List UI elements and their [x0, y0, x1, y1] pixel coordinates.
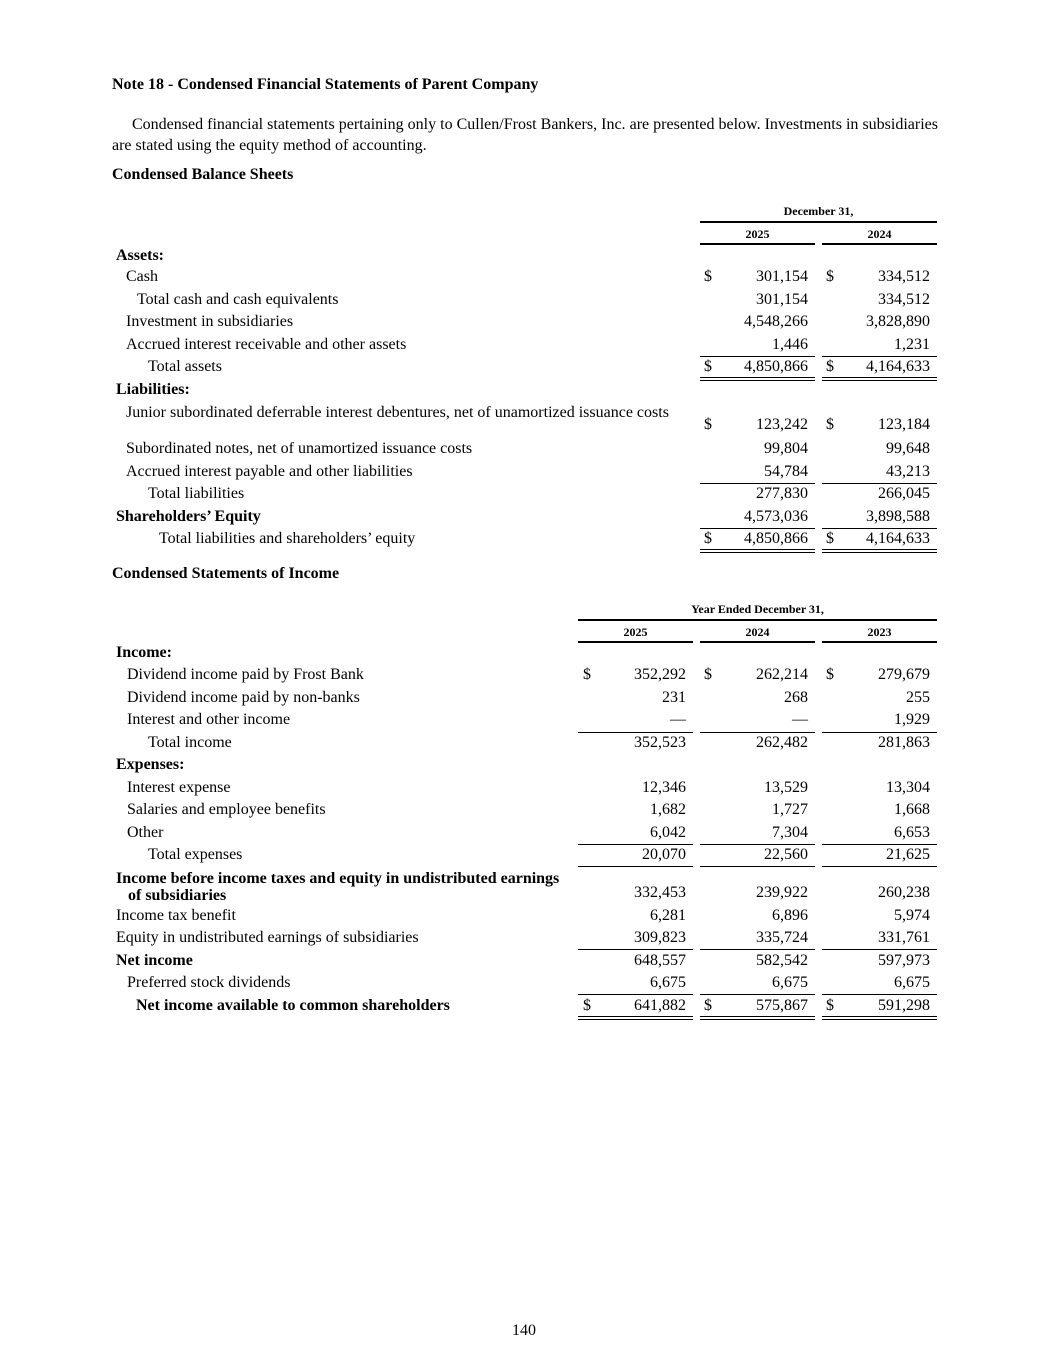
is-value-2025: 12,346: [642, 779, 686, 796]
is-row-label: Income before income taxes and equity in undistributed earnings of subsidiaries: [116, 870, 560, 904]
is-value-2024: 582,542: [756, 952, 808, 969]
total-double-rule: [700, 549, 815, 553]
bs-dollar-sign: $: [826, 358, 834, 375]
bs-period-header: December 31,: [783, 204, 854, 218]
bs-value-2025: 123,242: [756, 416, 808, 433]
is-value-2023: 591,298: [878, 997, 930, 1014]
is-value-2025: 6,281: [650, 907, 686, 924]
is-year-rule: [822, 641, 937, 643]
is-value-2025: 6,675: [650, 974, 686, 991]
bs-value-2025: 301,154: [756, 268, 808, 285]
bs-liabilities-heading: Liabilities:: [116, 381, 190, 398]
bs-row-label: Accrued interest payable and other liabilities: [126, 463, 413, 480]
is-value-2023: 1,668: [894, 801, 930, 818]
is-dollar-sign: $: [583, 997, 591, 1014]
is-value-2025: 352,523: [634, 734, 686, 751]
bs-dollar-sign: $: [826, 268, 834, 285]
is-dollar-sign: $: [704, 666, 712, 683]
bs-year-rule: [700, 243, 815, 245]
is-value-2025: —: [670, 711, 686, 728]
is-value-2025: 352,292: [634, 666, 686, 683]
is-year-2023: 2023: [867, 625, 892, 639]
subtotal-rule: [822, 844, 937, 845]
bs-value-2025: 1,446: [772, 336, 808, 353]
is-value-2025: 1,682: [650, 801, 686, 818]
total-double-rule: [822, 549, 937, 553]
bs-dollar-sign: $: [704, 358, 712, 375]
bs-row-label: Total liabilities: [148, 485, 245, 502]
bs-row-label: Accrued interest receivable and other assets: [126, 336, 407, 353]
is-value-2025: 648,557: [634, 952, 686, 969]
is-row-label: Other: [127, 824, 164, 841]
is-value-2024: 22,560: [764, 846, 808, 863]
bs-row-label: Total liabilities and shareholders’ equity: [159, 530, 416, 547]
bs-value-2024: 4,164,633: [866, 530, 930, 547]
bs-row-label: Total assets: [148, 358, 222, 375]
is-dollar-sign: $: [826, 666, 834, 683]
bs-value-2025: 301,154: [756, 291, 808, 308]
is-year-2025: 2025: [623, 625, 648, 639]
total-double-rule: [822, 377, 937, 381]
is-row-label: Dividend income paid by non-banks: [127, 689, 360, 706]
bs-value-2024: 43,213: [886, 463, 930, 480]
bs-year-2025: 2025: [745, 227, 770, 241]
bs-year-2024: 2024: [867, 227, 892, 241]
total-double-rule: [578, 1016, 693, 1020]
bs-value-2025: 99,804: [764, 440, 808, 457]
bs-value-2025: 4,548,266: [744, 313, 808, 330]
is-year-2024: 2024: [745, 625, 770, 639]
bs-value-2024: 334,512: [878, 291, 930, 308]
is-row-label: Preferred stock dividends: [127, 974, 291, 991]
bs-row-label: Shareholders’ Equity: [116, 508, 261, 525]
is-value-2025: 641,882: [634, 997, 686, 1014]
is-value-2023: 331,761: [878, 929, 930, 946]
subtotal-rule: [700, 732, 815, 733]
bs-value-2025: 54,784: [764, 463, 808, 480]
is-value-2023: 260,238: [878, 884, 930, 901]
is-row-label: Net income: [116, 952, 193, 969]
bs-value-2024: 266,045: [878, 485, 930, 502]
is-period-rule: [578, 619, 937, 621]
is-row-label: Dividend income paid by Frost Bank: [127, 666, 364, 683]
is-value-2024: 575,867: [756, 997, 808, 1014]
subtotal-rule: [700, 949, 815, 950]
is-value-2025: 332,453: [634, 884, 686, 901]
subtotal-rule: [822, 483, 937, 484]
subtotal-rule: [578, 844, 693, 845]
is-value-2023: 281,863: [878, 734, 930, 751]
subtotal-rule: [822, 528, 937, 529]
is-value-2024: —: [792, 711, 808, 728]
total-double-rule: [700, 1016, 815, 1020]
is-value-2024: 268: [784, 689, 808, 706]
bs-row-label: Investment in subsidiaries: [126, 313, 294, 330]
bs-dollar-sign: $: [826, 530, 834, 547]
subtotal-rule: [700, 528, 815, 529]
bs-value-2025: 4,850,866: [744, 358, 808, 375]
is-row-label: Total expenses: [148, 846, 243, 863]
subtotal-rule: [700, 844, 815, 845]
is-value-2024: 262,482: [756, 734, 808, 751]
is-year-rule: [700, 641, 815, 643]
bs-assets-heading: Assets:: [116, 247, 164, 264]
is-value-2024: 239,922: [756, 884, 808, 901]
subtotal-rule: [822, 732, 937, 733]
subtotal-rule: [700, 356, 815, 357]
is-value-2025: 309,823: [634, 929, 686, 946]
subtotal-rule: [700, 866, 815, 867]
is-period-header: Year Ended December 31,: [691, 602, 824, 616]
is-expenses-heading: Expenses:: [116, 756, 185, 773]
is-value-2023: 6,653: [894, 824, 930, 841]
is-value-2024: 6,675: [772, 974, 808, 991]
subtotal-rule: [700, 994, 815, 995]
is-row-label: Equity in undistributed earnings of subsidiaries: [116, 929, 419, 946]
is-value-2023: 21,625: [886, 846, 930, 863]
balance-sheet-title: Condensed Balance Sheets: [112, 166, 294, 183]
bs-value-2025: 277,830: [756, 485, 808, 502]
is-dollar-sign: $: [826, 997, 834, 1014]
is-row-label: Salaries and employee benefits: [127, 801, 326, 818]
subtotal-rule: [700, 483, 815, 484]
subtotal-rule: [822, 949, 937, 950]
bs-value-2024: 99,648: [886, 440, 930, 457]
is-value-2023: 13,304: [886, 779, 930, 796]
bs-value-2024: 3,828,890: [866, 313, 930, 330]
bs-year-rule: [822, 243, 937, 245]
bs-value-2024: 334,512: [878, 268, 930, 285]
subtotal-rule: [578, 866, 693, 867]
bs-value-2024: 3,898,588: [866, 508, 930, 525]
bs-dollar-sign: $: [704, 268, 712, 285]
is-row-label: Interest and other income: [127, 711, 291, 728]
is-value-2024: 6,896: [772, 907, 808, 924]
subtotal-rule: [822, 994, 937, 995]
is-value-2024: 7,304: [772, 824, 808, 841]
is-value-2023: 255: [906, 689, 930, 706]
subtotal-rule: [578, 949, 693, 950]
subtotal-rule: [822, 866, 937, 867]
is-value-2024: 13,529: [764, 779, 808, 796]
is-value-2023: 1,929: [894, 711, 930, 728]
subtotal-rule: [578, 994, 693, 995]
is-value-2025: 231: [662, 689, 686, 706]
is-row-label: Income tax benefit: [116, 907, 236, 924]
note-title: Note 18 - Condensed Financial Statements of Parent Company: [112, 76, 539, 93]
is-year-rule: [578, 641, 693, 643]
bs-value-2024: 1,231: [894, 336, 930, 353]
is-value-2023: 597,973: [878, 952, 930, 969]
is-row-label: Total income: [148, 734, 232, 751]
bs-value-2024: 123,184: [878, 416, 930, 433]
bs-dollar-sign: $: [704, 416, 712, 433]
bs-dollar-sign: $: [826, 416, 834, 433]
is-value-2025: 20,070: [642, 846, 686, 863]
is-value-2025: 6,042: [650, 824, 686, 841]
bs-row-label: Junior subordinated deferrable interest debentures, net of unamortized issuance costs: [126, 404, 669, 421]
bs-row-label: Cash: [126, 268, 158, 285]
income-statement-title: Condensed Statements of Income: [112, 565, 340, 582]
is-dollar-sign: $: [583, 666, 591, 683]
subtotal-rule: [822, 356, 937, 357]
page-number: 140: [512, 1322, 536, 1339]
intro-paragraph: Condensed financial statements pertaining only to Cullen/Frost Bankers, Inc. are presented below. Investments in subsidiaries are stated using the equity method of accounting.: [112, 116, 938, 154]
bs-value-2024: 4,164,633: [866, 358, 930, 375]
subtotal-rule: [578, 732, 693, 733]
is-value-2023: 5,974: [894, 907, 930, 924]
total-double-rule: [700, 377, 815, 381]
bs-row-label: Subordinated notes, net of unamortized issuance costs: [126, 440, 473, 457]
is-value-2024: 1,727: [772, 801, 808, 818]
is-value-2024: 262,214: [756, 666, 808, 683]
is-income-heading: Income:: [116, 644, 172, 661]
bs-period-rule: [700, 221, 937, 223]
bs-value-2025: 4,850,866: [744, 530, 808, 547]
is-value-2024: 335,724: [756, 929, 808, 946]
is-dollar-sign: $: [704, 997, 712, 1014]
bs-dollar-sign: $: [704, 530, 712, 547]
bs-value-2025: 4,573,036: [744, 508, 808, 525]
bs-row-label: Total cash and cash equivalents: [137, 291, 339, 308]
is-row-label: Net income available to common shareholders: [136, 997, 450, 1014]
is-value-2023: 6,675: [894, 974, 930, 991]
is-value-2023: 279,679: [878, 666, 930, 683]
total-double-rule: [822, 1016, 937, 1020]
is-row-label: Interest expense: [127, 779, 231, 796]
